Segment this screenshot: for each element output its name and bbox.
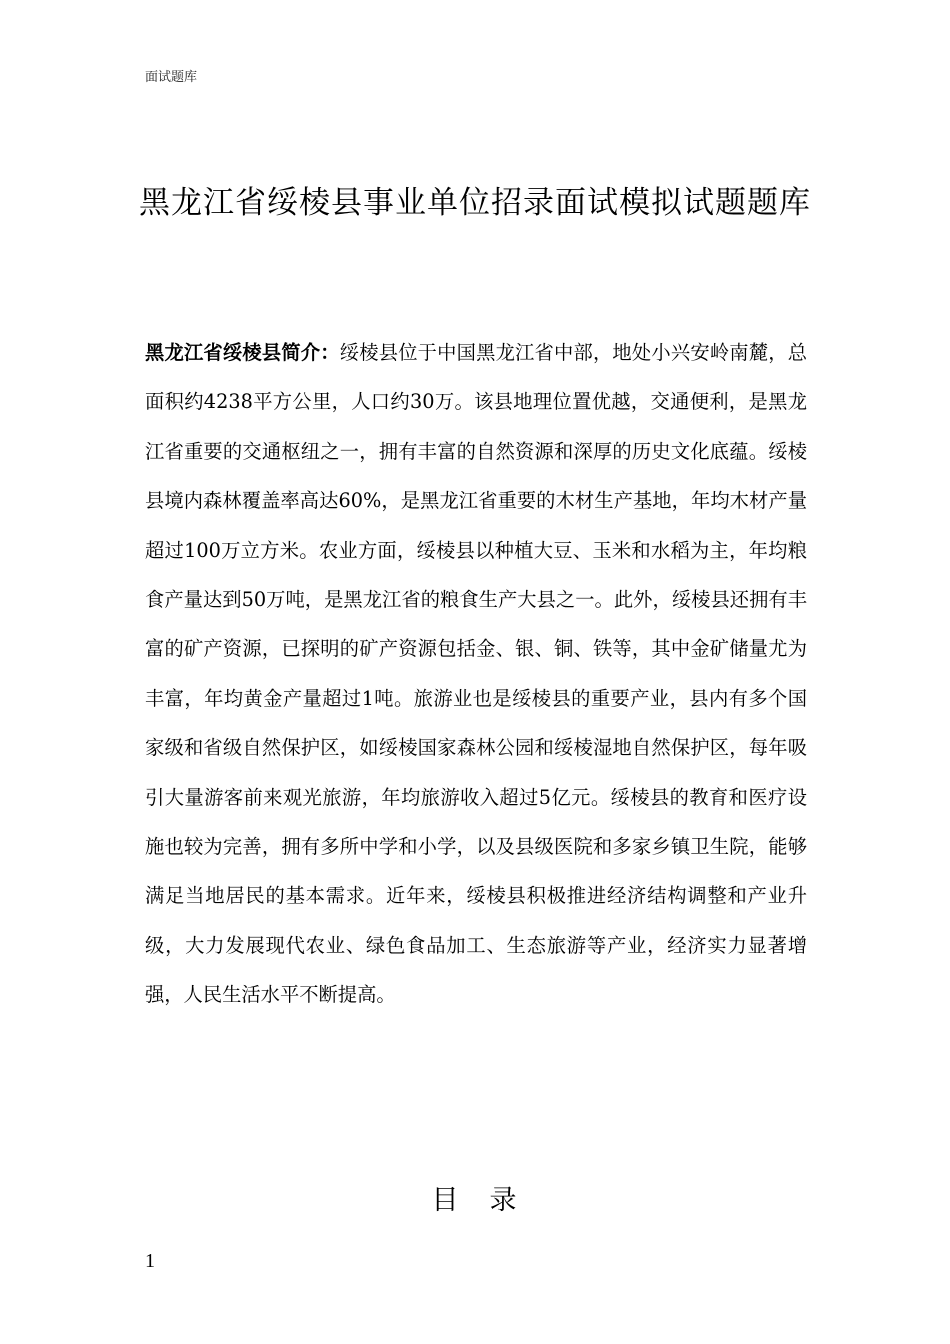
intro-label: 黑龙江省绥棱县简介： bbox=[145, 341, 340, 364]
page-number: 1 bbox=[145, 1250, 155, 1272]
intro-text: 绥棱县位于中国黑龙江省中部，地处小兴安岭南麓，总面积约4238平方公里，人口约30万。该县地理位置优越，交通便利，是黑龙江省重要的交通枢纽之一，拥有丰富的自然资源和深厚的历史文化底蕴。绥棱县境内森林覆盖率高达60%，是黑龙江省重要的木材生产基地，年均木材产量超过100万立方米。农业方面，绥棱县以种植大豆、玉米和水稻为主，年均粮食产量达到50万吨，是黑龙江省的粮食生产大县之一。此外，绥棱县还拥有丰富的矿产资源，已探明的矿产资源包括金、银、铜、铁等，其中金矿储量尤为丰富，年均黄金产量超过1吨。旅游业也是绥棱县的重要产业，县内有多个国家级和省级自然保护区，如绥棱国家森林公园和绥棱湿地自然保护区，每年吸引大量游客前来观光旅游，年均旅游收入超过5亿元。绥棱县的教育和医疗设施也较为完善，拥有多所中学和小学，以及县级医院和多家乡镇卫生院，能够满足当地居民的基本需求。近年来，绥棱县积极推进经济结构调整和产业升级，大力发展现代农业、绿色食品加工、生态旅游等产业，经济实力显著增强，人民生活水平不断提高。 bbox=[145, 341, 807, 1007]
intro-paragraph bbox=[145, 328, 807, 1020]
document-title: 黑龙江省绥棱县事业单位招录面试模拟试题题库 bbox=[139, 185, 811, 221]
page-header: 面试题库 bbox=[145, 70, 198, 85]
toc-heading: 目 录 bbox=[431, 1185, 519, 1216]
